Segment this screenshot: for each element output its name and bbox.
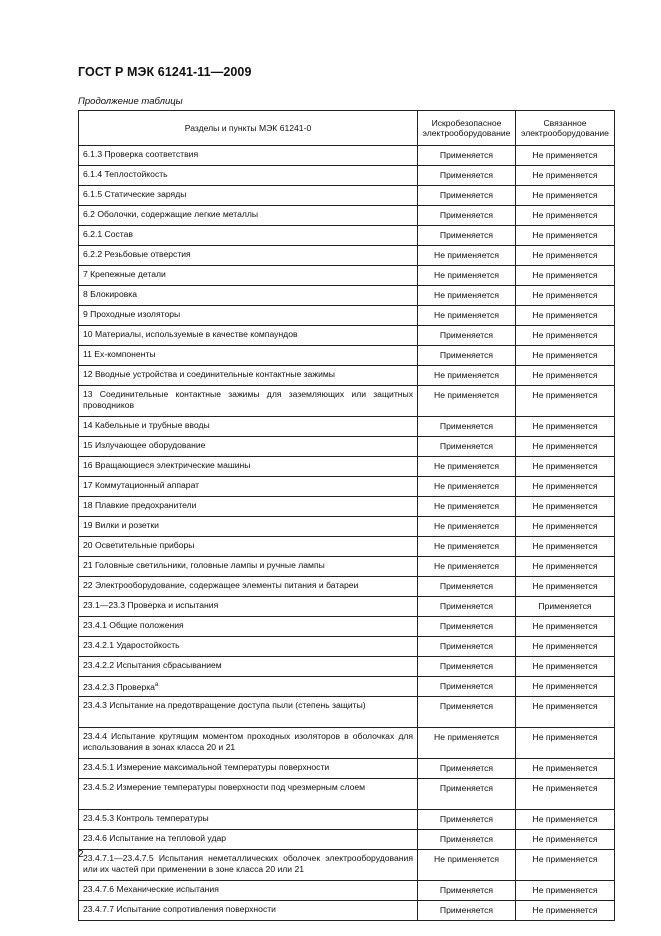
section-text: 23.4.1 Общие положения [83, 620, 184, 630]
cell-intrinsic: Применяется [418, 881, 516, 901]
cell-intrinsic: Применяется [418, 779, 516, 810]
cell-section [79, 830, 418, 850]
cell-associated: Не применяется [516, 617, 615, 637]
cell-associated: Не применяется [516, 637, 615, 657]
cell-associated: Не применяется [516, 146, 615, 166]
cell-section [79, 286, 418, 306]
cell-associated: Не применяется [516, 881, 615, 901]
table-row [79, 166, 615, 186]
cell-intrinsic: Не применяется [418, 266, 516, 286]
column-header-intrinsic: Искробезопасное электрооборудование [418, 111, 516, 146]
cell-intrinsic: Применяется [418, 326, 516, 346]
table-row [79, 206, 615, 226]
section-text: 6.2.1 Состав [83, 229, 133, 239]
section-text: 6.1.5 Статические заряды [83, 189, 187, 199]
cell-section [79, 557, 418, 577]
cell-associated: Не применяется [516, 779, 615, 810]
table-row [79, 286, 615, 306]
cell-associated: Не применяется [516, 266, 615, 286]
table-row [79, 346, 615, 366]
cell-associated: Не применяется [516, 901, 615, 921]
table-caption: Продолжение таблицы [78, 96, 183, 107]
cell-intrinsic: Не применяется [418, 497, 516, 517]
cell-section [79, 166, 418, 186]
cell-section [79, 437, 418, 457]
cell-associated: Не применяется [516, 810, 615, 830]
section-text: 8 Блокировка [83, 289, 138, 299]
cell-associated: Не применяется [516, 517, 615, 537]
section-text: 23.4.2.1 Ударостойкость [83, 640, 180, 650]
cell-associated: Не применяется [516, 657, 615, 677]
column-header-sections: Разделы и пункты МЭК 61241-0 [79, 111, 418, 146]
cell-associated: Не применяется [516, 326, 615, 346]
cell-associated: Не применяется [516, 437, 615, 457]
table-row [79, 517, 615, 537]
table-row [79, 697, 615, 728]
table-row [79, 457, 615, 477]
section-text: 17 Коммутационный аппарат [83, 480, 200, 490]
table-row [79, 830, 615, 850]
section-text: 6.1.4 Теплостойкость [83, 169, 168, 179]
cell-associated: Не применяется [516, 477, 615, 497]
cell-intrinsic: Не применяется [418, 286, 516, 306]
section-text: 23.4.2.3 Проверка [83, 681, 155, 692]
section-text: 16 Вращающиеся электрические машины [83, 460, 251, 470]
cell-intrinsic: Применяется [418, 677, 516, 697]
cell-intrinsic: Не применяется [418, 850, 516, 881]
cell-intrinsic: Применяется [418, 637, 516, 657]
table-row [79, 386, 615, 417]
cell-section [79, 850, 418, 881]
cell-intrinsic: Применяется [418, 146, 516, 166]
section-text: 23.4.5.2 Измерение температуры поверхности под чрезмерным слоем [83, 782, 366, 792]
section-text: 23.4.2.2 Испытания сбрасыванием [83, 660, 222, 670]
section-text: 23.1—23.3 Проверка и испытания [83, 600, 219, 610]
section-text: 7 Крепежные детали [83, 269, 166, 279]
cell-section [79, 226, 418, 246]
cell-section [79, 577, 418, 597]
cell-associated: Не применяется [516, 246, 615, 266]
section-text: 15 Излучающее оборудование [83, 440, 206, 450]
cell-associated: Не применяется [516, 577, 615, 597]
section-text: 23.4.5.1 Измерение максимальной температуры поверхности [83, 762, 330, 772]
section-text: 9 Проходные изоляторы [83, 309, 181, 319]
cell-intrinsic: Применяется [418, 810, 516, 830]
cell-section [79, 517, 418, 537]
cell-section [79, 346, 418, 366]
cell-section [79, 657, 418, 677]
table-row [79, 186, 615, 206]
cell-associated: Не применяется [516, 186, 615, 206]
cell-associated: Не применяется [516, 557, 615, 577]
section-text: 14 Кабельные и трубные вводы [83, 420, 210, 430]
cell-section [79, 306, 418, 326]
cell-associated: Применяется [516, 597, 615, 617]
cell-intrinsic: Не применяется [418, 557, 516, 577]
table-row [79, 477, 615, 497]
cell-associated: Не применяется [516, 226, 615, 246]
cell-section [79, 366, 418, 386]
cell-section [79, 881, 418, 901]
cell-intrinsic: Не применяется [418, 246, 516, 266]
cell-associated: Не применяется [516, 850, 615, 881]
section-text: 6.2 Оболочки, содержащие легкие металлы [83, 209, 259, 219]
cell-intrinsic: Применяется [418, 901, 516, 921]
section-text: 18 Плавкие предохранители [83, 500, 197, 510]
cell-intrinsic: Применяется [418, 697, 516, 728]
section-text: 11 Ex-компоненты [83, 349, 156, 359]
cell-associated: Не применяется [516, 417, 615, 437]
cell-section [79, 759, 418, 779]
cell-associated: Не применяется [516, 457, 615, 477]
section-text: 23.4.3 Испытание на предотвращение доступа пыли (степень защиты) [83, 700, 366, 710]
section-text: 13 Соединительные контактные зажимы для заземляющих или защитных проводников [83, 389, 413, 410]
cell-section [79, 266, 418, 286]
cell-intrinsic: Применяется [418, 759, 516, 779]
cell-section [79, 457, 418, 477]
table-row [79, 728, 615, 759]
cell-section [79, 417, 418, 437]
table-row [79, 617, 615, 637]
cell-intrinsic: Применяется [418, 346, 516, 366]
table-row [79, 881, 615, 901]
section-text: 22 Электрооборудование, содержащее элементы питания и батареи [83, 580, 359, 590]
cell-section [79, 901, 418, 921]
cell-associated: Не применяется [516, 286, 615, 306]
table-row [79, 657, 615, 677]
table-row [79, 437, 615, 457]
cell-intrinsic: Применяется [418, 186, 516, 206]
cell-intrinsic: Не применяется [418, 517, 516, 537]
cell-section [79, 497, 418, 517]
cell-intrinsic: Применяется [418, 226, 516, 246]
cell-section [79, 810, 418, 830]
table-row [79, 577, 615, 597]
table-row [79, 537, 615, 557]
section-text: 23.4.5.3 Контроль температуры [83, 813, 209, 823]
table-row [79, 226, 615, 246]
cell-intrinsic: Не применяется [418, 386, 516, 417]
cell-intrinsic: Применяется [418, 617, 516, 637]
cell-section [79, 617, 418, 637]
cell-intrinsic: Не применяется [418, 306, 516, 326]
table-row [79, 779, 615, 810]
cell-section [79, 728, 418, 759]
cell-associated: Не применяется [516, 206, 615, 226]
cell-section [79, 146, 418, 166]
cell-section [79, 697, 418, 728]
cell-intrinsic: Применяется [418, 657, 516, 677]
section-text: 23.4.7.7 Испытание сопротивления поверхности [83, 904, 276, 914]
table-row [79, 597, 615, 617]
cell-associated: Не применяется [516, 306, 615, 326]
cell-section [79, 477, 418, 497]
section-text: 23.4.7.6 Механические испытания [83, 884, 219, 894]
table-row [79, 417, 615, 437]
cell-associated: Не применяется [516, 537, 615, 557]
cell-intrinsic: Применяется [418, 830, 516, 850]
cell-section [79, 537, 418, 557]
cell-intrinsic: Применяется [418, 417, 516, 437]
cell-associated: Не применяется [516, 166, 615, 186]
cell-section [79, 386, 418, 417]
table-header-row [79, 111, 615, 146]
section-text: 21 Головные светильники, головные лампы и ручные лампы [83, 560, 325, 570]
cell-associated: Не применяется [516, 497, 615, 517]
page-number: 2 [78, 849, 84, 860]
section-text: 6.1.3 Проверка соответствия [83, 149, 199, 159]
table-row [79, 677, 615, 697]
table-row [79, 306, 615, 326]
document-header: ГОСТ Р МЭК 61241-11—2009 [78, 65, 252, 79]
table-row [79, 637, 615, 657]
cell-associated: Не применяется [516, 386, 615, 417]
section-text: 23.4.4 Испытание крутящим моментом проходных изоляторов в оболочках для использования в зонах класса 20 и 21 [83, 731, 413, 752]
cell-section [79, 597, 418, 617]
footnote-marker: а [154, 682, 159, 688]
table-row [79, 901, 615, 921]
cell-intrinsic: Не применяется [418, 366, 516, 386]
table-row [79, 326, 615, 346]
section-text: 23.4.6 Испытание на тепловой удар [83, 833, 227, 843]
table-row [79, 810, 615, 830]
table-row [79, 497, 615, 517]
cell-section [79, 677, 418, 697]
table-row [79, 759, 615, 779]
cell-section [79, 637, 418, 657]
cell-associated: Не применяется [516, 366, 615, 386]
cell-intrinsic: Не применяется [418, 728, 516, 759]
cell-intrinsic: Не применяется [418, 457, 516, 477]
table-row [79, 246, 615, 266]
cell-intrinsic: Применяется [418, 577, 516, 597]
cell-associated: Не применяется [516, 677, 615, 697]
table-row [79, 366, 615, 386]
table-row [79, 557, 615, 577]
cell-section [79, 246, 418, 266]
section-text: 6.2.2 Резьбовые отверстия [83, 249, 191, 259]
section-text: 10 Материалы, используемые в качестве компаундов [83, 329, 298, 339]
requirements-table [78, 110, 615, 921]
cell-associated: Не применяется [516, 728, 615, 759]
cell-intrinsic: Применяется [418, 597, 516, 617]
table-row [79, 266, 615, 286]
cell-intrinsic: Не применяется [418, 477, 516, 497]
cell-section [79, 326, 418, 346]
cell-intrinsic: Применяется [418, 206, 516, 226]
cell-associated: Не применяется [516, 830, 615, 850]
section-text: 23.4.7.1—23.4.7.5 Испытания неметаллических оболочек электрооборудования или их частей при применении в зоне класса 20 или 21 [83, 853, 413, 874]
cell-section [79, 779, 418, 810]
cell-associated: Не применяется [516, 759, 615, 779]
cell-associated: Не применяется [516, 697, 615, 728]
section-text: 12 Вводные устройства и соединительные контактные зажимы [83, 369, 335, 379]
cell-section [79, 206, 418, 226]
cell-section [79, 186, 418, 206]
column-header-associated: Связанное электрооборудование [516, 111, 615, 146]
cell-intrinsic: Не применяется [418, 537, 516, 557]
table-row [79, 146, 615, 166]
cell-associated: Не применяется [516, 346, 615, 366]
cell-intrinsic: Применяется [418, 437, 516, 457]
section-text: 19 Вилки и розетки [83, 520, 159, 530]
section-text: 20 Осветительные приборы [83, 540, 195, 550]
cell-intrinsic: Применяется [418, 166, 516, 186]
table-row [79, 850, 615, 881]
